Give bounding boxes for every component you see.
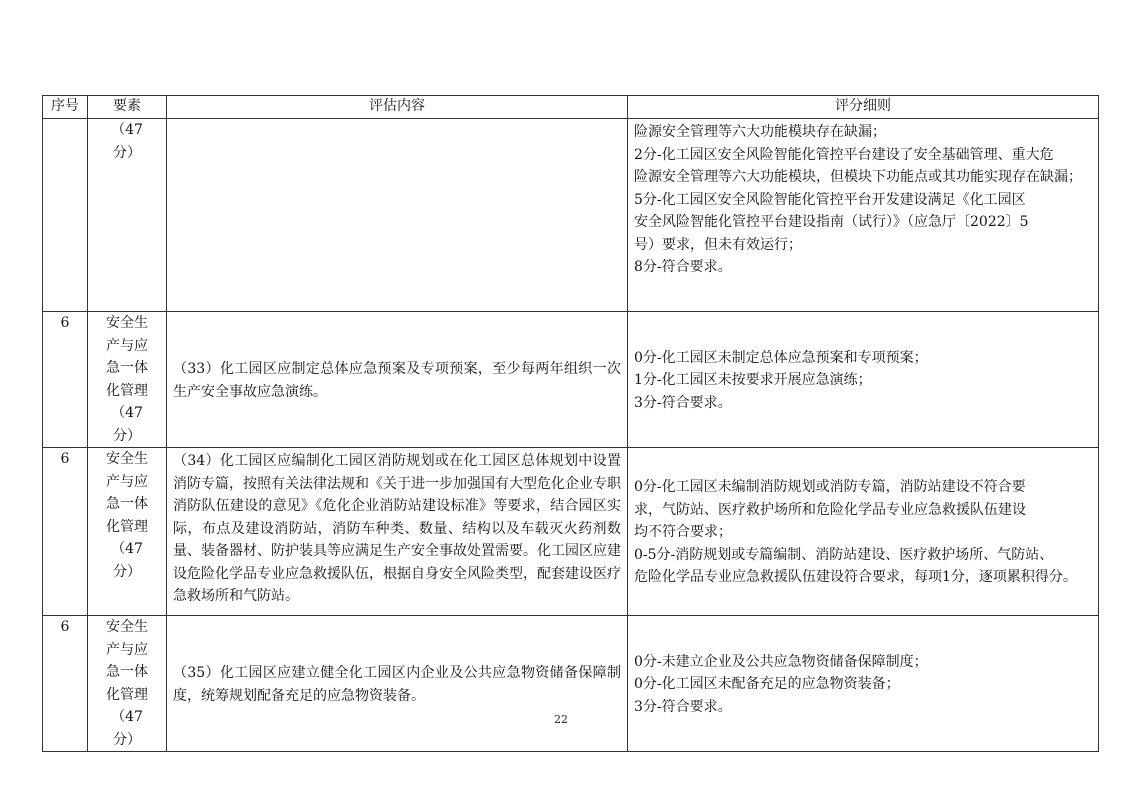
element-line: 安全生: [106, 315, 148, 331]
table-row: [43, 119, 1099, 312]
scoring-line: 安全风险智能化管控平台建设指南（试行）》（应急厅〔2022〕5: [634, 214, 1029, 230]
element-line: 产与应: [106, 641, 148, 658]
scoring-line: 0分-化工园区未配备充足的应急物资装备；: [634, 676, 900, 693]
row-element-text: （47分）: [111, 122, 143, 161]
header-element: 要素: [88, 96, 167, 119]
scoring-line: 危险化学品专业应急救援队伍建设符合要求，每项1分，逐项累积得分。: [634, 569, 1077, 586]
scoring-line: 8分-符合要求。: [634, 259, 732, 275]
row-seq: [43, 119, 88, 312]
row-seq: 6: [43, 448, 88, 616]
element-line: 安全生: [106, 619, 148, 635]
scoring-line: 3分-符合要求。: [634, 698, 732, 715]
table-row: [43, 312, 1099, 448]
scoring-line: 求，气防站、医疗救护场所和危险化学品专业应急救援队伍建设: [634, 501, 1026, 518]
row-element: [88, 448, 167, 616]
element-line: 化管理: [106, 518, 148, 535]
scoring-line: 2分-化工园区安全风险智能化管控平台建设了安全基础管理、重大危: [634, 146, 1054, 163]
header-content: 评估内容: [167, 96, 628, 119]
scoring-line: 险源安全管理等六大功能模块存在缺漏；: [634, 124, 886, 140]
element-line: （47分）: [111, 709, 143, 748]
row-scoring: [628, 448, 1099, 616]
row-scoring: [628, 119, 1099, 312]
row-element: [88, 119, 167, 312]
page-number: 22: [554, 713, 568, 726]
element-line: 产与应: [106, 337, 148, 354]
element-line: （47分）: [111, 405, 143, 444]
scoring-line: 3分-符合要求。: [634, 394, 732, 411]
scoring-line: 1分-化工园区未按要求开展应急演练；: [634, 372, 872, 389]
row-content-text: （33）化工园区应制定总体应急预案及专项预案，至少每两年组织一次生产安全事故应急演练。: [173, 361, 621, 400]
row-element: [88, 312, 167, 448]
element-line: 产与应: [106, 473, 148, 490]
header-scoring: 评分细则: [628, 96, 1099, 119]
element-line: 化管理: [106, 382, 148, 399]
element-line: （47分）: [111, 541, 143, 580]
table-row: [43, 616, 1099, 752]
row-content: [167, 448, 628, 616]
row-element: [88, 616, 167, 752]
row-seq: 6: [43, 616, 88, 752]
header-seq: 序号: [43, 96, 88, 119]
element-line: 急一体: [106, 496, 148, 512]
row-content: [167, 312, 628, 448]
element-line: 化管理: [106, 686, 148, 703]
row-seq: 6: [43, 312, 88, 448]
row-content-text: （35）化工园区应建立健全化工园区内企业及公共应急物资储备保障制度，统筹规划配备充足的应急物资装备。: [173, 665, 621, 704]
scoring-line: 0分-化工园区未编制消防规划或消防专篇，消防站建设不符合要: [634, 479, 1026, 496]
scoring-line: 0分-未建立企业及公共应急物资储备保障制度；: [634, 653, 928, 670]
row-content: [167, 119, 628, 312]
row-content-text: （34）化工园区应编制化工园区消防规划或在化工园区总体规划中设置消防专篇，按照有关法律法规和《关于进一步加强国有大型危化企业专职消防队伍建设的意见》《危化企业消防站建设标准》等要求，结合园区实际，布点及建设消防站，消防车种类、数量、结构以及车载灭火药剂数量、装备器材、防护装具等应满足生产安全事故处置需要。化工园区应建设危险化学品专业应急救援队伍，根据自身安全风险类型，配套建设医疗急救场所和气防站。: [173, 453, 621, 604]
scoring-line: 号）要求，但未有效运行；: [634, 236, 802, 253]
scoring-line: 0分-化工园区未制定总体应急预案和专项预案；: [634, 349, 928, 366]
row-scoring: [628, 312, 1099, 448]
element-line: 安全生: [106, 451, 148, 467]
element-line: 急一体: [106, 360, 148, 376]
row-content-text: [167, 119, 627, 121]
scoring-line: 0-5分-消防规划或专篇编制、消防站建设、医疗救护场所、气防站、: [634, 546, 1054, 563]
scoring-line: 5分-化工园区安全风险智能化管控平台开发建设满足《化工园区: [634, 191, 1026, 208]
row-scoring: [628, 616, 1099, 752]
table-header-row: [43, 96, 1099, 119]
scoring-line: 均不符合要求；: [634, 524, 732, 541]
row-content: [167, 616, 628, 752]
element-line: 急一体: [106, 664, 148, 680]
table-row: [43, 448, 1099, 616]
scoring-line: 险源安全管理等六大功能模块，但模块下功能点或其功能实现存在缺漏；: [634, 169, 1082, 185]
assessment-table: [42, 95, 1099, 752]
